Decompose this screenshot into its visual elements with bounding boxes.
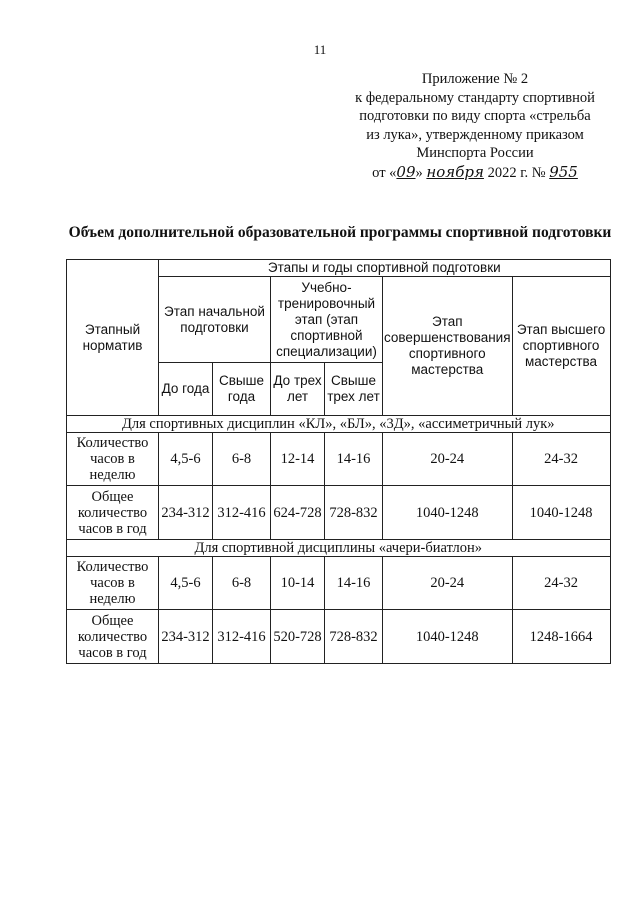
table-cell: 1040-1248 bbox=[383, 610, 513, 664]
table-cell: 312-416 bbox=[213, 610, 271, 664]
table-cell: 24-32 bbox=[512, 433, 610, 486]
date-mid: » bbox=[415, 164, 423, 181]
table-cell: 1040-1248 bbox=[512, 486, 610, 540]
document-title: Объем дополнительной образовательной программы спортивной подготовки bbox=[68, 224, 612, 241]
norms-table bbox=[66, 259, 611, 664]
appendix-line-4: из лука», утвержденному приказом bbox=[366, 126, 584, 143]
table-cell: 14-16 bbox=[325, 433, 383, 486]
table-cell: 14-16 bbox=[325, 557, 383, 610]
table-cell: 234-312 bbox=[159, 610, 213, 664]
header-initial-stage: Этап начальной подготовки bbox=[159, 277, 271, 363]
header-up-to-year: До года bbox=[159, 363, 213, 416]
table-cell: 312-416 bbox=[213, 486, 271, 540]
table-cell: 12-14 bbox=[271, 433, 325, 486]
order-month: ноября bbox=[426, 162, 484, 181]
date-prefix: от « bbox=[372, 164, 397, 181]
page-number: 11 bbox=[313, 42, 327, 57]
table-cell: 4,5-6 bbox=[159, 557, 213, 610]
row-label: Количество часов в неделю bbox=[67, 433, 159, 486]
header-improvement-stage: Этап совершенствования спортивного мастерства bbox=[383, 277, 513, 416]
table-cell: 1248-1664 bbox=[512, 610, 610, 664]
header-stages-years: Этапы и годы спортивной подготовки bbox=[159, 260, 611, 277]
table-cell: 728-832 bbox=[325, 486, 383, 540]
header-stage-norm: Этапный норматив bbox=[67, 260, 159, 416]
table-cell: 1040-1248 bbox=[383, 486, 513, 540]
order-date-line bbox=[330, 163, 620, 183]
table-cell: 520-728 bbox=[271, 610, 325, 664]
section-title: Для спортивной дисциплины «ачери-биатлон» bbox=[67, 540, 611, 557]
appendix-line-5: Минспорта России bbox=[416, 145, 534, 161]
header-up-to-three: До трех лет bbox=[271, 363, 325, 416]
row-label: Общее количество часов в год bbox=[67, 610, 159, 664]
appendix-block bbox=[330, 70, 620, 182]
header-higher-stage: Этап высшего спортивного мастерства bbox=[512, 277, 610, 416]
header-over-year: Свыше года bbox=[213, 363, 271, 416]
table-cell: 624-728 bbox=[271, 486, 325, 540]
header-training-stage: Учебно-тренировочный этап (этап спортивной специализации) bbox=[271, 277, 383, 363]
table-cell: 728-832 bbox=[325, 610, 383, 664]
order-day: 09 bbox=[396, 162, 416, 181]
row-label: Количество часов в неделю bbox=[67, 557, 159, 610]
table-cell: 24-32 bbox=[512, 557, 610, 610]
section-title: Для спортивных дисциплин «КЛ», «БЛ», «3Д», «ассиметричный лук» bbox=[67, 416, 611, 433]
table-cell: 20-24 bbox=[383, 433, 513, 486]
row-label: Общее количество часов в год bbox=[67, 486, 159, 540]
table-cell: 10-14 bbox=[271, 557, 325, 610]
table-cell: 234-312 bbox=[159, 486, 213, 540]
table-cell: 6-8 bbox=[213, 557, 271, 610]
order-number: 955 bbox=[549, 162, 578, 181]
table-cell: 4,5-6 bbox=[159, 433, 213, 486]
table-cell: 20-24 bbox=[383, 557, 513, 610]
date-suffix: 2022 г. № bbox=[487, 164, 546, 181]
header-over-three: Свыше трех лет bbox=[325, 363, 383, 416]
appendix-line-1: Приложение № 2 bbox=[421, 71, 529, 87]
appendix-line-3: подготовки по виду спорта «стрельба bbox=[359, 108, 591, 124]
table-cell: 6-8 bbox=[213, 433, 271, 486]
appendix-line-2: к федеральному стандарту спортивной bbox=[355, 89, 595, 106]
